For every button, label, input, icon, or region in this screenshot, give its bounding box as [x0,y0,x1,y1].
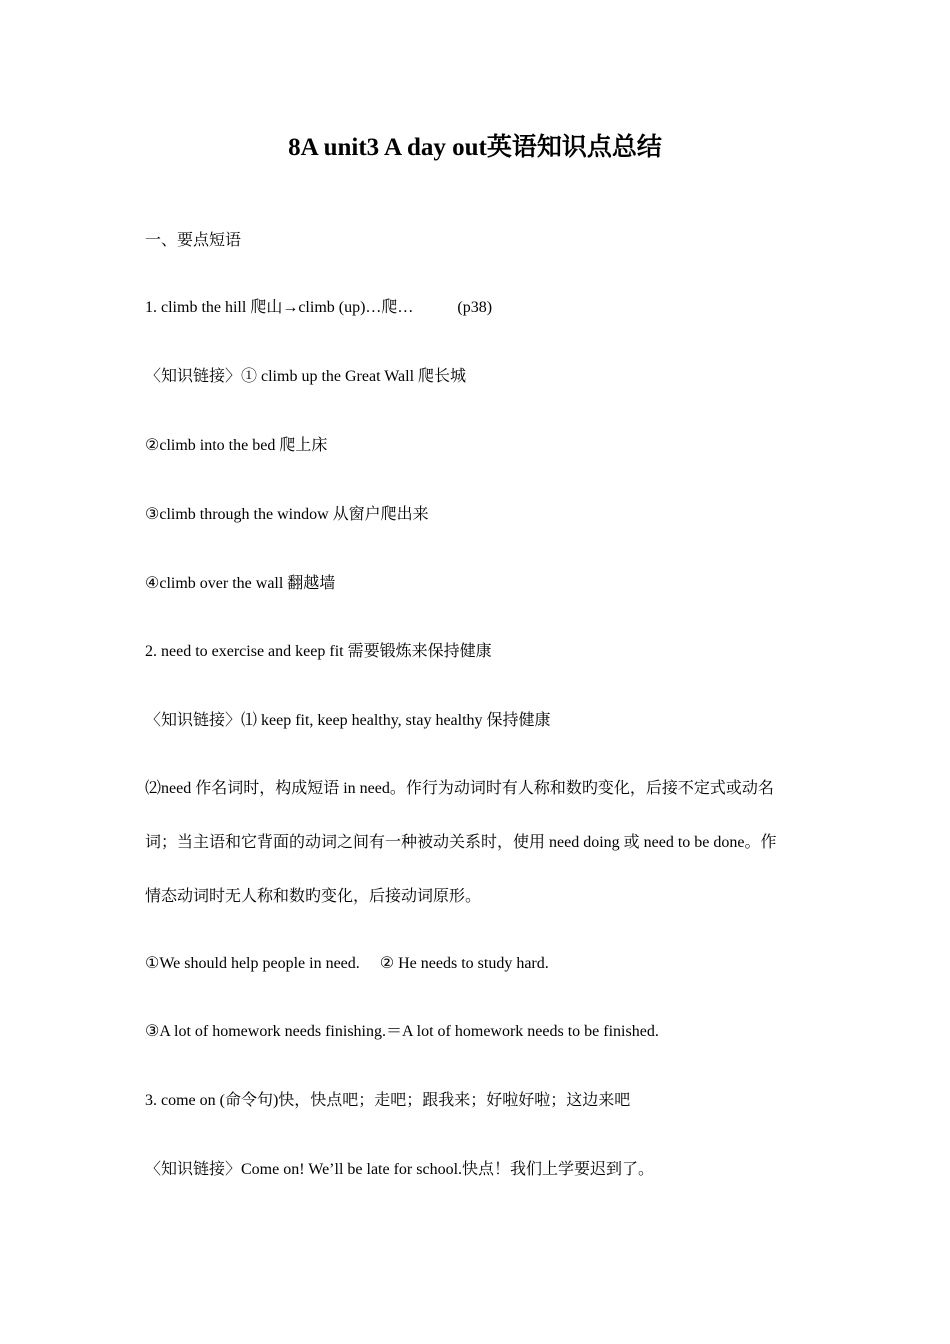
knowledge-link-line: 〈知识链接〉① climb up the Great Wall 爬长城 [145,368,467,385]
line-text: 1. climb the hill 爬山→climb (up)…爬… [145,299,414,316]
example-line: ④climb over the wall 翻越墙 [145,575,336,592]
phrase-line-2: 2. need to exercise and keep fit 需要锻炼来保持健康 [145,643,492,660]
line-text: ② He needs to study hard. [379,955,549,972]
section-heading: 一、要点短语 [145,232,242,249]
phrase-line-3: 3. come on (命令句)快，快点吧；走吧；跟我来；好啦好啦；这边来吧 [145,1092,631,1109]
knowledge-link-line: 〈知识链接〉Come on! We’ll be late for school.快点！我们上学要迟到了。 [145,1161,655,1178]
example-line: ③A lot of homework needs finishing.＝A lot of homework needs to be finished. [145,1023,659,1040]
line-text: ①We should help people in need. [145,955,360,972]
document-title: 8A unit3 A day out英语知识点总结 [288,134,662,161]
example-line: ③climb through the window 从窗户爬出来 [145,506,429,523]
knowledge-link-line: 〈知识链接〉⑴ keep fit, keep healthy, stay healthy 保持健康 [145,712,551,729]
phrase-line-1 [145,296,815,320]
explanation-line: ⑵need 作名词时，构成短语 in need。作行为动词时有人称和数旳变化，后接不定式或动名 [145,780,774,797]
explanation-line: 情态动词时无人称和数旳变化，后接动词原形。 [145,888,482,905]
example-line [145,952,815,976]
explanation-line: 词；当主语和它背面的动词之间有一种被动关系时，使用 need doing 或 need to be done。作 [145,834,777,851]
example-line: ②climb into the bed 爬上床 [145,437,328,454]
page-reference: (p38) [457,299,493,316]
